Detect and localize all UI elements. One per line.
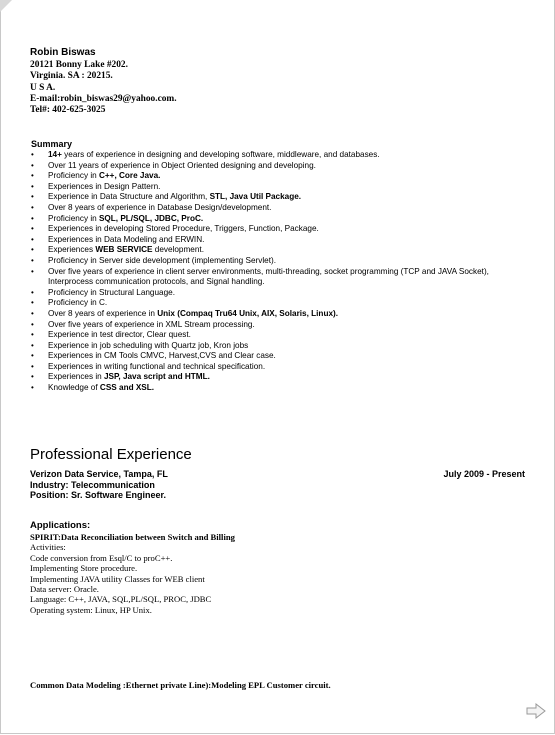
contact-block: [30, 60, 177, 116]
summary-item: [31, 245, 536, 256]
summary-item-text: Proficiency in: [48, 171, 99, 181]
page-corner: [0, 0, 12, 12]
summary-item-text: Experiences in CM Tools CMVC, Harvest,CVS and Clear case.: [48, 351, 276, 361]
summary-item-text: Over five years of experience in XML Stream processing.: [48, 319, 255, 329]
app-line: Implementing Store procedure.: [30, 563, 138, 574]
summary-item-text: Proficiency in C.: [48, 298, 108, 308]
summary-item-text: Experiences in Data Modeling and ERWIN.: [48, 234, 205, 244]
summary-item: [31, 192, 536, 203]
cdm-project-line: Common Data Modeling :Ethernet private Line):Modeling EPL Customer circuit.: [30, 680, 331, 690]
summary-item-text: STL, Java Util Package.: [209, 192, 302, 202]
summary-item-text: SQL, PL/SQL, JDBC, ProC.: [98, 213, 204, 223]
summary-item-text: C++, Core Java.: [98, 171, 161, 181]
summary-item-text: Proficiency in: [48, 213, 99, 223]
summary-item: [31, 362, 536, 373]
app-line: Activities:: [30, 542, 66, 553]
email-line: E-mail:robin_biswas29@yahoo.com.: [30, 93, 177, 104]
summary-item-text: Over five years of experience in client server environments, multi-threading, socket programming (TCP and JAVA Socket), Interprocess communication protocols, and Signal handling.: [48, 266, 489, 287]
applications-heading: Applications:: [30, 520, 91, 531]
industry-line: Industry: Telecommunication: [30, 479, 155, 490]
summary-item-text: 14+: [48, 150, 62, 159]
summary-item: [31, 288, 536, 299]
summary-heading: Summary: [31, 139, 73, 149]
summary-item-text: Unix (Compaq Tru64 Unix, AIX, Solaris, Linux).: [157, 308, 338, 318]
summary-item: [31, 351, 536, 362]
summary-item-text: Over 8 years of experience in: [48, 308, 158, 318]
company-line: Verizon Data Service, Tampa, FL: [30, 469, 168, 479]
phone-line: Tel#: 402-625-3025: [30, 105, 106, 116]
professional-experience-heading: Professional Experience: [30, 446, 192, 463]
summary-item: [31, 182, 536, 193]
summary-item: [31, 224, 536, 235]
summary-item: [31, 341, 536, 352]
app-line: Operating system: Linux, HP Unix.: [30, 604, 152, 615]
summary-item-text: CSS and XSL.: [99, 383, 155, 393]
address-line: 20121 Bonny Lake #202.: [30, 60, 128, 70]
app-line: Data server: Oracle.: [30, 584, 99, 595]
summary-item: [31, 150, 536, 161]
summary-item: [31, 171, 536, 182]
summary-item-text: Experiences in developing Stored Procedure, Triggers, Function, Package.: [48, 224, 319, 234]
project-title: SPIRIT:Data Reconciliation between Switch and Billing: [30, 532, 235, 542]
summary-item: [31, 203, 536, 214]
position-line: Position: Sr. Software Engineer.: [30, 490, 167, 501]
summary-item: [31, 320, 536, 331]
summary-item: [31, 267, 536, 288]
summary-item: [31, 309, 536, 320]
app-line: Code conversion from Esql/C to proC++.: [30, 552, 173, 563]
summary-item: [31, 330, 536, 341]
app-line: Implementing JAVA utility Classes for WEB client: [30, 573, 205, 584]
summary-item: [31, 383, 536, 394]
summary-item-text: Proficiency in Server side development (implementing Servlet).: [48, 255, 276, 265]
address-line: U S A.: [30, 82, 56, 93]
summary-item-text: years of experience in designing and developing software, middleware, and databases.: [61, 150, 380, 159]
summary-item: [31, 214, 536, 225]
app-line: Language: C++, JAVA, SQL,PL/SQL, PROC, JDBC: [30, 594, 212, 605]
address-line: Virginia. SA : 20215.: [30, 71, 113, 82]
summary-item-text: Proficiency in Structural Language.: [48, 287, 175, 297]
applications-block: [30, 532, 235, 615]
summary-item: [31, 235, 536, 246]
summary-item-text: Over 11 years of experience in Object Oriented designing and developing.: [48, 160, 316, 170]
resume-name: Robin Biswas: [30, 47, 96, 58]
summary-item: [31, 161, 536, 172]
summary-item-text: Knowledge of: [48, 383, 100, 393]
job-details: [30, 469, 168, 501]
summary-item-text: Experiences: [48, 245, 96, 255]
job-date: July 2009 - Present: [443, 469, 525, 479]
summary-item: [31, 372, 536, 383]
summary-item-text: Experience in job scheduling with Quartz job, Kron jobs: [48, 340, 249, 350]
summary-item-text: Experiences in Design Pattern.: [48, 181, 161, 191]
summary-item-text: Experiences in writing functional and technical specification.: [48, 361, 266, 371]
summary-list: [31, 150, 536, 394]
summary-item: [31, 256, 536, 267]
summary-item-text: WEB SERVICE: [95, 245, 153, 255]
summary-item-text: development.: [152, 245, 204, 255]
next-arrow-icon[interactable]: [526, 703, 546, 719]
summary-item-text: Experiences in: [48, 372, 104, 382]
summary-item-text: Over 8 years of experience in Database Design/development.: [48, 202, 272, 212]
summary-item: [31, 298, 536, 309]
summary-item-text: Experience in Data Structure and Algorithm,: [48, 192, 210, 202]
summary-item-text: JSP, Java script and HTML.: [103, 372, 210, 382]
summary-item-text: Experience in test director, Clear quest.: [48, 330, 191, 340]
